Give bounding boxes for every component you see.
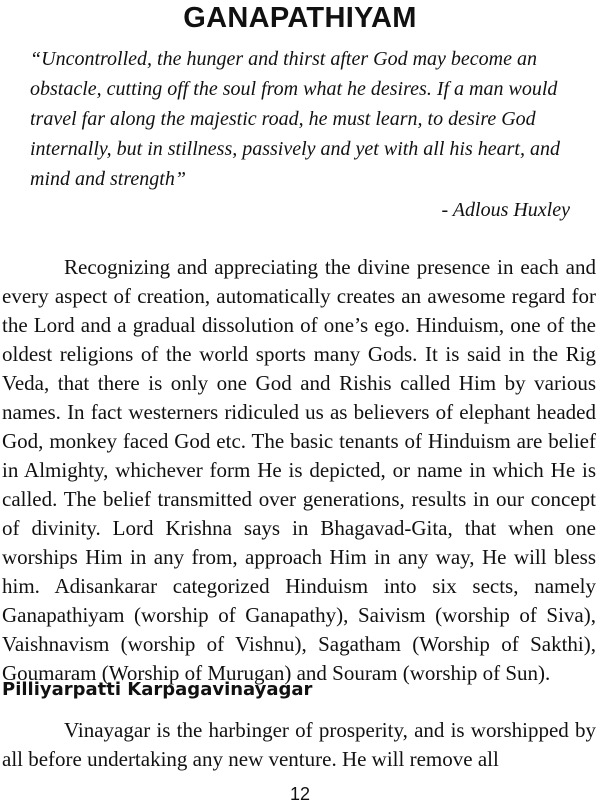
epigraph-quote-text: “Uncontrolled, the hunger and thirst after God may become an obstacle, cutting off the soul from what he desires. If a man would travel far along the majestic road, he must learn, to desire God internally, but in stillness, passively and yet with all his heart, and mind and strength” (30, 48, 560, 190)
page-number: 12 (289, 784, 311, 804)
epigraph-quote (30, 44, 575, 194)
body-paragraph-1: Recognizing and appreciating the divine presence in each and every aspect of creation, automatically creates an awesome regard for the Lord and a gradual dissolution of one’s ego. Hinduism, one of the oldest religions of the world sports many Gods. It is said in the Rig Veda, that there is only one God and Rishis called Him by various names. In fact westerners ridiculed us as believers of elephant headed God, monkey faced God etc. The basic tenants of Hinduism are belief in Almighty, whichever form He is depicted, or name in which He is called. The belief transmitted over generations, results in our concept of divinity. Lord Krishna says in Bhagavad-Gita, that when one worships Him in any from, approach Him in any way, He will bless him. Adisankarar categorized Hinduism into six sects, namely Ganapathiyam (worship of Ganapathy), Saivism (worship of Siva), Vaishnavism (worship of Vishnu), Sagatham (Worship of Sakthi), Goumaram (Worship of Murugan) and Souram (worship of Sun). (2, 255, 596, 685)
chapter-title: GANAPATHIYAM (183, 2, 417, 34)
body-paragraph-2: Vinayagar is the harbinger of prosperity, and is worshipped by all before undertaking any new venture. He will remove all (2, 718, 596, 771)
section-heading: Pilliyarpatti Karpagavinayagar (2, 679, 313, 700)
epigraph-attribution: - Adlous Huxley (441, 199, 570, 221)
